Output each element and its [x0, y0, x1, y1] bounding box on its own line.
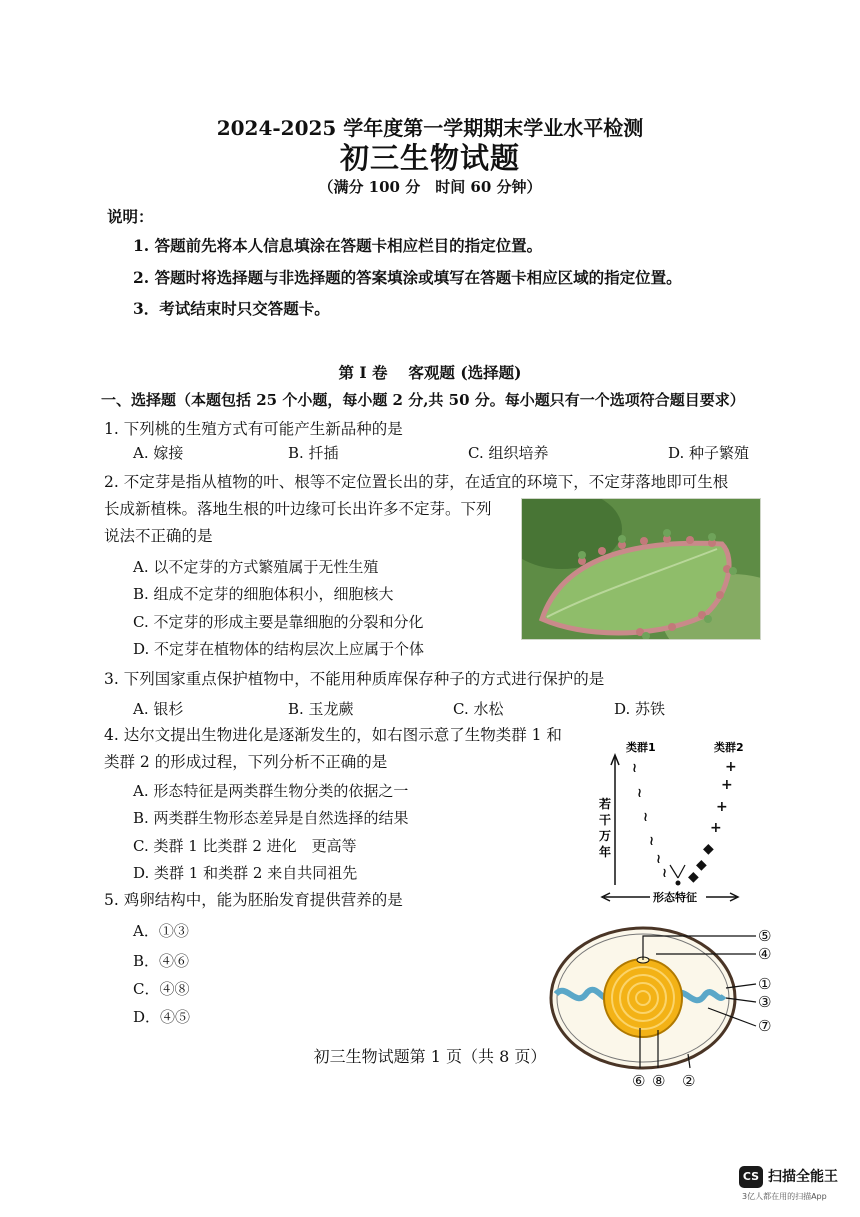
question-5-option-b: B．④⑥ [133, 952, 190, 970]
egg-structure-diagram [548, 918, 798, 1096]
group-1-label: 类群1 [626, 741, 656, 754]
question-2-option-d: D. 不定芽在植物体的结构层次上应属于个体 [133, 640, 425, 658]
svg-text:≀: ≀ [637, 786, 642, 801]
question-1-option-b: B. 扦插 [288, 444, 339, 462]
svg-text:+: + [716, 799, 728, 815]
svg-text:≀: ≀ [656, 852, 661, 867]
egg-yolk [604, 959, 682, 1037]
question-3-option-c: C. 水松 [453, 700, 504, 718]
instruction-item: 2. 答题时将选择题与非选择题的答案填涂或填写在答题卡相应区域的指定位置。 [133, 268, 682, 287]
label-6: ⑥ [632, 1072, 646, 1090]
exam-meta: （满分 100 分 时间 60 分钟） [318, 178, 542, 196]
section-title: 第 I 卷 客观题 (选择题) [338, 363, 522, 382]
x-axis-label: 形态特征 [653, 891, 697, 904]
question-2-stem-line: 说法不正确的是 [104, 527, 213, 545]
instructions-label: 说明： [107, 207, 154, 226]
question-3-option-d: D. 苏铁 [614, 700, 666, 718]
question-1-option-a: A. 嫁接 [133, 444, 184, 462]
leaf-illustration [522, 499, 760, 639]
group-2-label: 类群2 [714, 741, 744, 754]
leaf-buds-photo [521, 498, 761, 640]
group-1-marks [632, 761, 667, 881]
question-2-option-a: A. 以不定芽的方式繁殖属于无性生殖 [133, 558, 379, 576]
label-2: ② [682, 1072, 696, 1090]
camscanner-tagline: 3亿人都在用的扫描App [742, 1192, 827, 1201]
part-heading: 一、选择题（本题包括 25 个小题，每小题 2 分,共 50 分。每小题只有一个选项符合题目要求） [101, 391, 745, 409]
instruction-item: 3．考试结束时只交答题卡。 [133, 299, 330, 318]
y-axis-char: 年 [599, 845, 612, 859]
svg-text:◆: ◆ [688, 869, 699, 885]
question-5-option-c: C．④⑧ [133, 980, 190, 998]
question-2-option-c: C. 不定芽的形成主要是靠细胞的分裂和分化 [133, 613, 424, 631]
question-4-option-d: D. 类群 1 和类群 2 来自共同祖先 [133, 864, 358, 882]
label-1: ① [758, 975, 772, 993]
svg-text:◆: ◆ [703, 841, 714, 857]
page-footer: 初三生物试题第 1 页（共 8 页） [313, 1047, 547, 1066]
camscanner-logo: CS [739, 1166, 763, 1188]
question-3-stem: 3. 下列国家重点保护植物中，不能用种质库保存种子的方式进行保护的是 [104, 670, 605, 688]
question-1-option-d: D. 种子繁殖 [668, 444, 750, 462]
question-5-stem: 5. 鸡卵结构中，能为胚胎发育提供营养的是 [104, 891, 403, 909]
svg-text:≀: ≀ [643, 810, 648, 825]
svg-text:≀: ≀ [662, 866, 667, 881]
y-axis-char: 干 [599, 813, 612, 827]
label-5: ⑤ [758, 927, 772, 945]
question-5-option-a: A．①③ [133, 922, 189, 940]
svg-text:≀: ≀ [649, 834, 654, 849]
question-4-stem-line: 类群 2 的形成过程，下列分析不正确的是 [104, 753, 388, 771]
y-axis-char: 若 [599, 797, 612, 811]
question-1-stem: 1. 下列桃的生殖方式有可能产生新品种的是 [104, 420, 403, 438]
question-4-option-b: B. 两类群生物形态差异是自然选择的结果 [133, 809, 409, 827]
instruction-item: 1. 答题前先将本人信息填涂在答题卡相应栏目的指定位置。 [133, 236, 543, 255]
svg-text:◆: ◆ [696, 857, 707, 873]
question-4-stem-line: 4. 达尔文提出生物进化是逐渐发生的，如右图示意了生物类群 1 和 [104, 726, 562, 744]
camscanner-name: 扫描全能王 [768, 1169, 838, 1185]
question-2-stem-line: 长成新植株。落地生根的叶边缘可长出许多不定芽。下列 [104, 500, 492, 518]
exam-title: 2024-2025 学年度第一学期期末学业水平检测 [216, 116, 644, 140]
label-7: ⑦ [758, 1017, 772, 1035]
question-4-option-c: C. 类群 1 比类群 2 进化 更高等 [133, 837, 357, 855]
svg-text:+: + [710, 820, 722, 836]
common-ancestor-dot [676, 881, 681, 886]
svg-text:+: + [725, 759, 737, 775]
svg-text:≀: ≀ [632, 761, 637, 776]
question-3-option-b: B. 玉龙蕨 [288, 700, 354, 718]
y-axis-char: 万 [599, 829, 612, 843]
label-3: ③ [758, 993, 772, 1011]
question-4-option-a: A. 形态特征是两类群生物分类的依据之一 [133, 782, 409, 800]
label-8: ⑧ [652, 1072, 666, 1090]
evolution-diagram [590, 735, 790, 910]
question-3-option-a: A. 银杉 [133, 700, 184, 718]
label-4: ④ [758, 945, 772, 963]
question-1-option-c: C. 组织培养 [468, 444, 549, 462]
svg-text:+: + [721, 777, 733, 793]
question-5-option-d: D．④⑤ [133, 1008, 191, 1026]
question-2-option-b: B. 组成不定芽的细胞体积小，细胞核大 [133, 585, 394, 603]
group-2-marks [688, 759, 737, 885]
question-2-stem-line: 2. 不定芽是指从植物的叶、根等不定位置长出的芽，在适宜的环境下，不定芽落地即可生根 [104, 473, 729, 491]
exam-subject-title: 初三生物试题 [339, 141, 520, 175]
